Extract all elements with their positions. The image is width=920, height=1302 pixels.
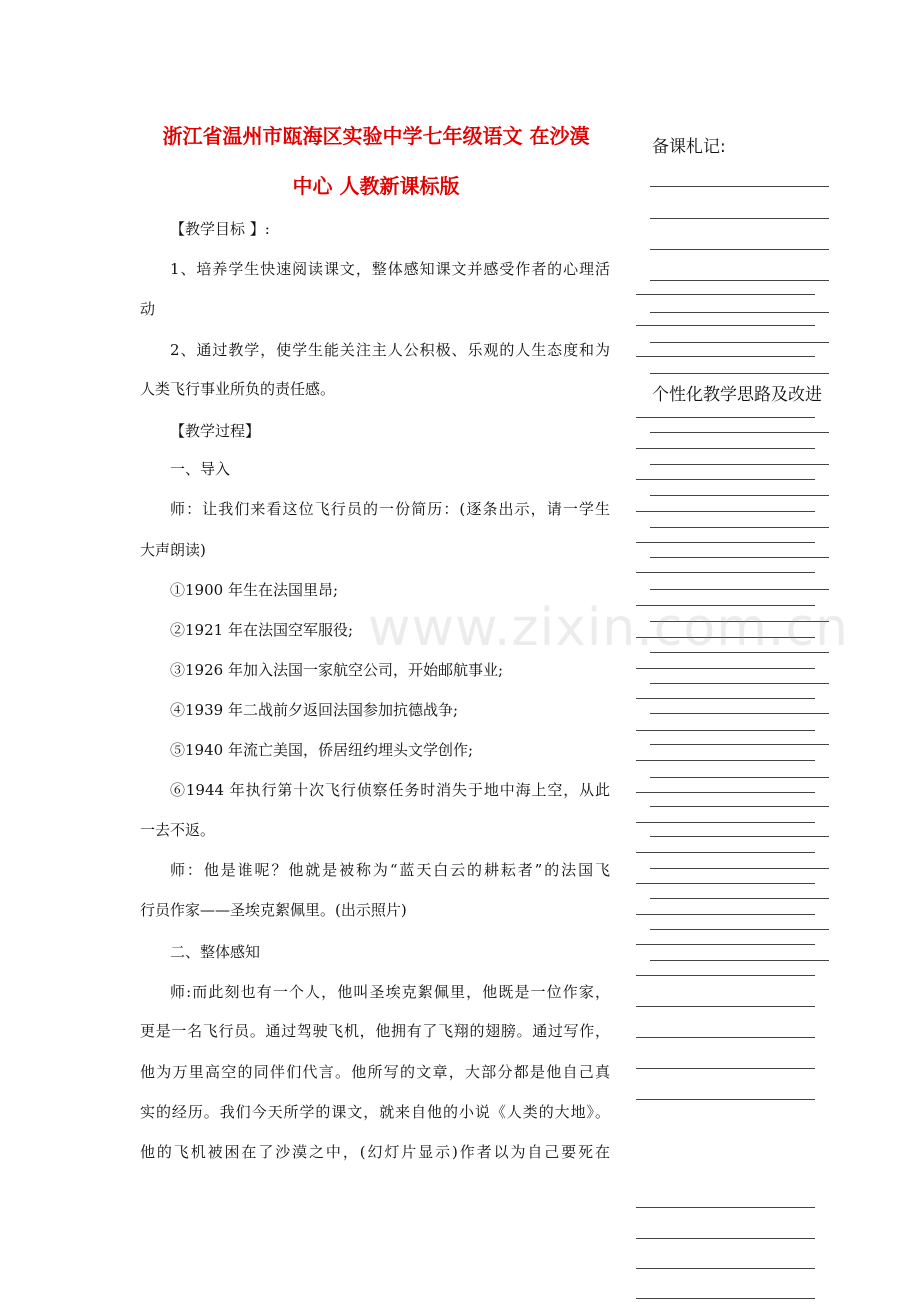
resume-item-1: ①1900 年生在法国里昂; <box>170 581 338 599</box>
resume-item-6 <box>140 779 610 801</box>
resume-item-2: ②1921 年在法国空军服役; <box>170 621 353 639</box>
note-line <box>636 852 815 853</box>
note-line <box>636 1068 815 1069</box>
resume-item-4: ④1939 年二战前夕返回法国参加抗德战争; <box>170 701 458 719</box>
resume-item-3: ③1926 年加入法国一家航空公司，开始邮航事业; <box>170 661 503 679</box>
objective-1 <box>140 258 610 280</box>
note-line <box>650 342 829 343</box>
note-line <box>650 557 829 558</box>
note-line <box>650 464 829 465</box>
note-line <box>636 760 815 761</box>
teacher-paragraph-3-l5: 他的飞机被困在了沙漠之中，(幻灯片显示)作者以为自己要死在 <box>140 1143 610 1161</box>
teacher-paragraph-3-l3: 他为万里高空的同伴们代言。他所写的文章，大部分都是他自己真 <box>140 1063 610 1081</box>
note-line <box>650 218 829 219</box>
note-line <box>650 744 829 745</box>
note-line <box>650 527 829 528</box>
note-line <box>636 572 815 573</box>
teacher-paragraph-3-l1: 师:而此刻也有一个人，他叫圣埃克絮佩里，他既是一位作家， <box>170 983 610 1001</box>
teacher-paragraph-3-l2: 更是一名飞行员。通过驾驶飞机，他拥有了飞翔的翅膀。通过写作， <box>140 1022 610 1040</box>
notes-label: 备课札记: <box>652 137 726 157</box>
note-line <box>650 280 829 281</box>
note-line <box>650 683 829 684</box>
note-line <box>636 975 815 976</box>
note-line <box>636 1006 815 1007</box>
teacher-paragraph-3-line-1 <box>140 981 610 1003</box>
note-line <box>650 806 829 807</box>
objectives-heading: 【教学目标 】: <box>170 220 270 238</box>
teacher-paragraph-1-cont: 大声朗读) <box>140 541 206 559</box>
watermark: www.zixin.com.cn <box>368 598 849 658</box>
note-line <box>636 542 815 543</box>
process-heading: 【教学过程】 <box>170 422 261 440</box>
section-heading-2: 二、整体感知 <box>170 943 261 961</box>
note-line <box>636 1298 815 1299</box>
note-line <box>650 312 829 313</box>
note-line <box>650 249 829 250</box>
teacher-paragraph-3-l4: 实的经历。我们今天所学的课文，就来自他的小说《人类的大地》。 <box>140 1103 610 1121</box>
teacher-paragraph-1-line: 师：让我们来看这位飞行员的一份简历：(逐条出示，请一学生 <box>170 500 610 518</box>
note-line <box>636 792 815 793</box>
objective-1-line: 1、培养学生快速阅读课文，整体感知课文并感受作者的心理活 <box>170 260 610 278</box>
note-line <box>650 589 829 590</box>
objective-1-cont: 动 <box>140 300 156 318</box>
note-line <box>636 883 815 884</box>
note-line <box>650 432 829 433</box>
section-heading-1: 一、导入 <box>170 460 231 478</box>
note-line <box>636 1238 815 1239</box>
note-line <box>636 1099 815 1100</box>
note-line <box>636 944 815 945</box>
note-line <box>636 325 815 326</box>
note-line <box>636 1268 815 1269</box>
teacher-paragraph-3-line-3 <box>140 1061 610 1083</box>
teacher-paragraph-2-line: 师：他是谁呢？他就是被称为“蓝天白云的耕耘者”的法国飞 <box>170 861 610 879</box>
objective-2-cont: 人类飞行事业所负的责任感。 <box>140 380 336 398</box>
resume-item-5: ⑤1940 年流亡美国，侨居纽约埋头文学创作; <box>170 741 473 759</box>
note-line <box>636 1207 815 1208</box>
note-line <box>636 1037 815 1038</box>
resume-item-6-line: ⑥1944 年执行第十次飞行侦察任务时消失于地中海上空，从此 <box>170 781 610 799</box>
objective-2-line: 2、通过教学，使学生能关注主人公积极、乐观的人生态度和为 <box>170 341 610 359</box>
note-line <box>650 777 829 778</box>
teacher-paragraph-1 <box>140 498 610 520</box>
note-line <box>650 868 829 869</box>
note-line <box>650 495 829 496</box>
note-line <box>650 713 829 714</box>
document-title-line-1: 浙江省温州市瓯海区实验中学七年级语文 在沙漠 <box>162 124 590 148</box>
resume-item-6-cont: 一去不返。 <box>140 821 216 839</box>
teacher-paragraph-3-line-4 <box>140 1101 610 1123</box>
teacher-paragraph-2-cont: 行员作家——圣埃克絮佩里。(出示照片) <box>140 901 407 919</box>
note-line <box>650 960 829 961</box>
document-title-line-2: 中心 人教新课标版 <box>292 174 460 198</box>
note-line <box>636 511 815 512</box>
teacher-paragraph-2 <box>140 859 610 881</box>
teacher-paragraph-3-line-2 <box>140 1020 610 1042</box>
note-line <box>636 356 815 357</box>
note-line <box>650 836 829 837</box>
note-line <box>636 417 815 418</box>
note-line <box>650 186 829 187</box>
note-line <box>636 698 815 699</box>
teacher-paragraph-3-line-5 <box>140 1141 610 1163</box>
note-line <box>636 294 815 295</box>
note-line <box>636 914 815 915</box>
note-line <box>650 898 829 899</box>
note-line <box>636 822 815 823</box>
note-line <box>636 730 815 731</box>
note-line <box>636 479 815 480</box>
objective-2 <box>140 339 610 361</box>
note-line <box>650 373 829 374</box>
note-line <box>650 929 829 930</box>
teaching-ideas-label: 个性化教学思路及改进 <box>652 385 822 405</box>
note-line <box>636 668 815 669</box>
note-line <box>636 448 815 449</box>
